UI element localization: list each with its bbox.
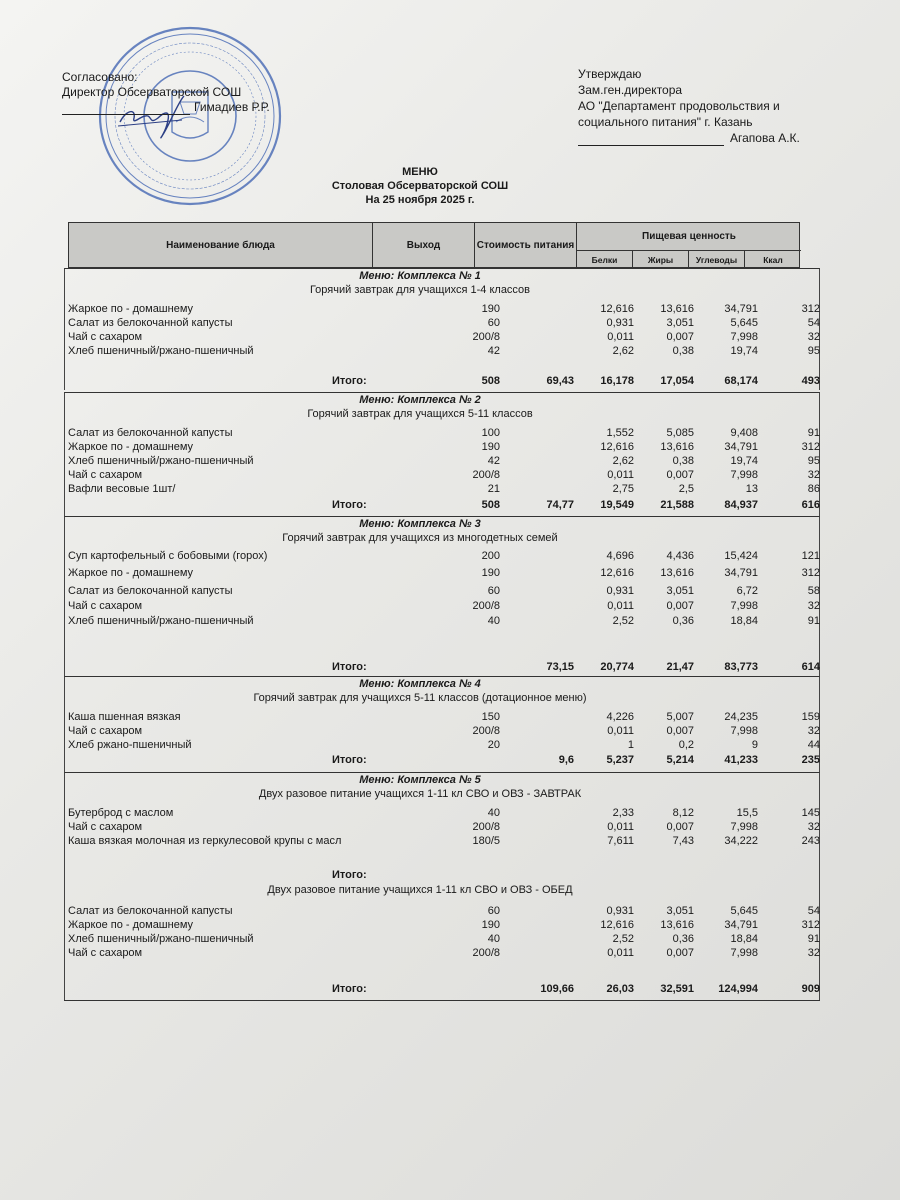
dish-output: 508 [481,375,500,387]
fats-value: 0,38 [672,345,694,357]
proteins-value: 0,011 [607,947,634,959]
kcal-value: 58 [807,585,820,597]
section-subtitle: Двух разовое питание учащихся 1-11 кл СВО и ОВЗ - ЗАВТРАК [258,788,582,800]
dish-output: 21 [487,483,500,495]
dish-output: 200/8 [472,947,500,959]
fats-value: 0,007 [666,821,694,833]
kcal-value: 54 [807,905,820,917]
kcal-value: 614 [801,661,820,673]
fats-value: 21,588 [660,499,694,511]
dish-output: 60 [487,585,500,597]
kcal-value: 95 [807,345,820,357]
table-row [68,316,820,330]
carbs-value: 6,72 [736,585,758,597]
header-nutrition: Пищевая ценность [577,223,801,251]
fats-value: 0,36 [672,933,694,945]
proteins-value: 0,931 [606,585,634,597]
approval-left-block [62,70,270,115]
document-subtitle: Столовая Обсерваторской СОШ [331,180,509,192]
header-kcal: Ккал [763,255,783,265]
fats-value: 0,007 [666,725,694,737]
dish-name: Чай с сахаром [68,947,143,959]
approval-right-position: Зам.ген.директора [578,83,683,97]
fats-value: 0,2 [678,739,694,751]
dish-output: 40 [487,615,500,627]
section-subtitle-lunch: Двух разовое питание учащихся 1-11 кл СВО и ОВЗ - ОБЕД [267,884,573,896]
proteins-value: 2,62 [612,345,634,357]
fats-value: 4,436 [666,550,694,562]
section-title: Меню: Комплекса № 2 [359,394,481,406]
dish-output: 180/5 [472,835,500,847]
kcal-value: 91 [807,615,820,627]
proteins-value: 19,549 [600,499,634,511]
table-bottom-border [64,1000,820,1001]
proteins-value: 0,011 [607,821,634,833]
proteins-value: 12,616 [600,567,634,579]
carbs-value: 7,998 [730,725,758,737]
total-label: Итого: [332,661,367,673]
carbs-value: 24,235 [724,711,758,723]
fats-value: 5,007 [666,711,694,723]
kcal-value: 32 [807,725,820,737]
kcal-value: 86 [807,483,820,495]
dish-output: 508 [481,499,500,511]
dish-name: Салат из белокочанной капусты [68,905,233,917]
signature-line [62,102,190,115]
menu-section-2 [64,392,820,516]
fats-value: 0,007 [666,947,694,959]
table-row [68,482,820,496]
carbs-value: 5,645 [730,905,758,917]
carbs-value: 7,998 [730,821,758,833]
proteins-value: 2,62 [612,455,634,467]
fats-value: 3,051 [666,585,694,597]
fats-value: 13,616 [660,303,694,315]
carbs-value: 34,791 [724,567,758,579]
section-subtitle: Горячий завтрак для учащихся 1-4 классов [309,284,531,296]
proteins-value: 0,011 [607,331,634,343]
dish-output: 200/8 [472,821,500,833]
dish-output: 40 [487,933,500,945]
proteins-value: 2,52 [612,615,634,627]
approval-right-signature-row [578,130,800,146]
dish-name: Жаркое по - домашнему [68,441,194,453]
dish-output: 190 [481,567,500,579]
approval-left-label: Согласовано: [62,70,138,84]
dish-output: 200 [481,550,500,562]
proteins-value: 2,75 [612,483,634,495]
table-row [68,468,820,482]
total-cost: 9,6 [558,754,574,766]
carbs-value: 19,74 [730,345,758,357]
approval-right-label: Утверждаю [578,67,642,81]
kcal-value: 32 [807,331,820,343]
carbs-value: 83,773 [724,661,758,673]
fats-value: 0,38 [672,455,694,467]
section-title: Меню: Комплекса № 3 [359,518,481,530]
dish-name: Каша пшенная вязкая [68,711,181,723]
header-cost: Стоимость питания [475,223,577,267]
kcal-value: 145 [801,807,820,819]
carbs-value: 34,791 [724,441,758,453]
fats-value: 3,051 [666,317,694,329]
carbs-value: 18,84 [730,615,758,627]
proteins-value: 0,011 [607,725,634,737]
table-header [68,222,800,268]
kcal-value: 54 [807,317,820,329]
kcal-value: 243 [801,835,820,847]
table-row [68,302,820,316]
dish-name: Хлеб пшеничный/ржано-пшеничный [68,455,254,467]
kcal-value: 909 [801,983,820,995]
table-row [68,440,820,454]
carbs-value: 84,937 [724,499,758,511]
dish-name: Салат из белокочанной капусты [68,585,233,597]
total-cost: 74,77 [546,499,574,511]
dish-output: 40 [487,807,500,819]
dish-output: 200/8 [472,469,500,481]
table-row [68,584,820,598]
dish-name: Салат из белокочанной капусты [68,427,233,439]
table-row [68,738,820,752]
header-proteins: Белки [577,251,633,269]
document-date: На 25 ноября 2025 г. [365,194,475,206]
dish-output: 190 [481,919,500,931]
fats-value: 0,007 [666,469,694,481]
table-row [68,614,820,628]
total-row [68,498,820,512]
kcal-value: 312 [801,567,820,579]
table-row [68,599,820,613]
table-row [68,946,820,960]
section-title: Меню: Комплекса № 4 [359,678,481,690]
approval-left-name: Гимадиев Р.Р. [194,100,270,114]
fats-value: 13,616 [660,441,694,453]
dish-output: 200/8 [472,725,500,737]
kcal-value: 91 [807,933,820,945]
carbs-value: 9,408 [730,427,758,439]
dish-output: 190 [481,303,500,315]
fats-value: 13,616 [660,567,694,579]
fats-value: 0,007 [666,600,694,612]
carbs-value: 41,233 [724,754,758,766]
carbs-value: 5,645 [730,317,758,329]
table-row [68,820,820,834]
proteins-value: 12,616 [600,441,634,453]
table-row [68,549,820,563]
proteins-value: 0,931 [606,905,634,917]
carbs-value: 34,791 [724,303,758,315]
dish-output: 190 [481,441,500,453]
table-row [68,454,820,468]
kcal-value: 32 [807,600,820,612]
dish-name: Жаркое по - домашнему [68,567,194,579]
total-label: Итого: [332,499,367,511]
header-carbs: Углеводы [689,251,745,269]
carbs-value: 7,998 [730,469,758,481]
carbs-value: 9 [751,739,758,751]
menu-section-5 [64,772,820,1000]
dish-name: Чай с сахаром [68,331,143,343]
kcal-value: 32 [807,469,820,481]
kcal-value: 32 [807,821,820,833]
fats-value: 8,12 [672,807,694,819]
kcal-value: 235 [801,754,820,766]
proteins-value: 4,696 [606,550,634,562]
carbs-value: 68,174 [724,375,758,387]
approval-left-signature-row [62,100,270,115]
total-row [68,982,820,996]
fats-value: 5,085 [666,427,694,439]
fats-value: 5,214 [666,754,694,766]
dish-output: 200/8 [472,331,500,343]
fats-value: 21,47 [666,661,694,673]
header-fats: Жиры [633,251,689,269]
proteins-value: 20,774 [600,661,634,673]
dish-name: Каша вязкая молочная из геркулесовой крупы с масл [68,835,342,847]
kcal-value: 121 [801,550,820,562]
carbs-value: 7,998 [730,600,758,612]
carbs-value: 13 [745,483,758,495]
header-dish-name: Наименование блюда [69,223,373,267]
total-label: Итого: [332,754,367,766]
carbs-value: 7,998 [730,947,758,959]
table-row [68,344,820,358]
table-row [68,904,820,918]
approval-right-org-2: социального питания" г. Казань [578,115,753,129]
approval-right-org-1: АО "Департамент продовольствия и [578,99,780,113]
total-cost: 73,15 [546,661,574,673]
fats-value: 0,36 [672,615,694,627]
dish-name: Чай с сахаром [68,600,143,612]
proteins-value: 16,178 [600,375,634,387]
section-subtitle: Горячий завтрак для учащихся из многодетных семей [282,532,558,544]
fats-value: 17,054 [660,375,694,387]
dish-name: Хлеб пшеничный/ржано-пшеничный [68,345,254,357]
dish-name: Жаркое по - домашнему [68,919,194,931]
approval-left-position: Директор Обсерваторской СОШ [62,85,242,99]
table-row [68,724,820,738]
carbs-value: 15,5 [736,807,758,819]
dish-name: Хлеб пшеничный/ржано-пшеничный [68,615,254,627]
dish-name: Бутерброд с маслом [68,807,174,819]
dish-output: 20 [487,739,500,751]
fats-value: 0,007 [666,331,694,343]
section-title: Меню: Комплекса № 1 [359,270,481,282]
section-subtitle: Горячий завтрак для учащихся 5-11 классов (дотационное меню) [253,692,587,704]
table-row [68,566,820,580]
total-label: Итого: [332,869,367,881]
kcal-value: 493 [801,375,820,387]
table-row [68,710,820,724]
carbs-value: 18,84 [730,933,758,945]
proteins-value: 7,611 [607,835,634,847]
total-row [68,753,820,767]
approval-right-name: Агапова А.К. [730,131,800,145]
proteins-value: 12,616 [600,919,634,931]
proteins-value: 4,226 [606,711,634,723]
proteins-value: 12,616 [600,303,634,315]
total-cost: 109,66 [540,983,574,995]
total-label: Итого: [332,983,367,995]
dish-name: Жаркое по - домашнему [68,303,194,315]
table-row [68,330,820,344]
dish-output: 150 [481,711,500,723]
total-label: Итого: [332,375,367,387]
signature-line [578,133,724,146]
proteins-value: 26,03 [606,983,634,995]
proteins-value: 1,552 [606,427,634,439]
menu-section-4 [64,676,820,772]
kcal-value: 91 [807,427,820,439]
total-row [68,374,820,388]
kcal-value: 44 [807,739,820,751]
total-cost: 69,43 [546,375,574,387]
intermediate-total-row [68,868,820,882]
proteins-value: 0,011 [607,469,634,481]
carbs-value: 7,998 [730,331,758,343]
kcal-value: 159 [801,711,820,723]
dish-name: Салат из белокочанной капусты [68,317,233,329]
dish-output: 60 [487,317,500,329]
dish-output: 42 [487,345,500,357]
table-row [68,426,820,440]
kcal-value: 95 [807,455,820,467]
table-row [68,932,820,946]
section-title: Меню: Комплекса № 5 [359,774,481,786]
table-row [68,806,820,820]
carbs-value: 34,222 [724,835,758,847]
section-subtitle: Горячий завтрак для учащихся 5-11 классов [307,408,533,420]
dish-name: Чай с сахаром [68,725,143,737]
proteins-value: 2,33 [612,807,634,819]
total-row [68,660,820,674]
kcal-value: 312 [801,303,820,315]
document-title: МЕНЮ [402,166,438,178]
fats-value: 7,43 [672,835,694,847]
fats-value: 32,591 [660,983,694,995]
dish-name: Хлеб ржано-пшеничный [68,739,192,751]
approval-right-block [578,66,800,146]
proteins-value: 2,52 [612,933,634,945]
kcal-value: 616 [801,499,820,511]
proteins-value: 1 [627,739,634,751]
proteins-value: 0,011 [607,600,634,612]
menu-section-3 [64,516,820,676]
dish-output: 42 [487,455,500,467]
dish-name: Чай с сахаром [68,469,143,481]
table-row [68,834,820,848]
dish-name: Хлеб пшеничный/ржано-пшеничный [68,933,254,945]
dish-output: 200/8 [472,600,500,612]
kcal-value: 32 [807,947,820,959]
dish-output: 100 [481,427,500,439]
fats-value: 3,051 [666,905,694,917]
carbs-value: 34,791 [724,919,758,931]
dish-name: Вафли весовые 1шт/ [68,483,176,495]
table-row [68,918,820,932]
carbs-value: 15,424 [724,550,758,562]
menu-section-1 [64,268,820,390]
header-output: Выход [373,223,475,267]
fats-value: 2,5 [678,483,694,495]
dish-name: Чай с сахаром [68,821,143,833]
dish-name: Суп картофельный с бобовыми (горох) [68,550,268,562]
proteins-value: 0,931 [606,317,634,329]
carbs-value: 124,994 [718,983,758,995]
kcal-value: 312 [801,441,820,453]
dish-output: 60 [487,905,500,917]
kcal-value: 312 [801,919,820,931]
fats-value: 13,616 [660,919,694,931]
carbs-value: 19,74 [730,455,758,467]
proteins-value: 5,237 [606,754,634,766]
